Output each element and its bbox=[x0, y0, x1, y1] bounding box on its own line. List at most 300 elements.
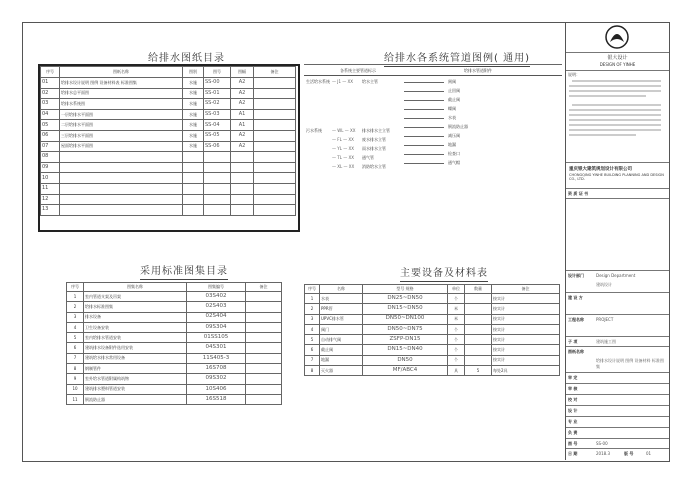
drawing-code bbox=[204, 173, 231, 184]
drawing-name: 三层给排水平面图 bbox=[60, 130, 183, 141]
standard-code: 02S404 bbox=[187, 312, 246, 322]
material-row bbox=[305, 345, 560, 355]
drawing-size bbox=[231, 194, 254, 205]
standard-note bbox=[246, 292, 282, 302]
legend-col1-header: 各系统主要管道标示 bbox=[340, 68, 376, 73]
drawing-no: 05 bbox=[41, 120, 60, 131]
standard-name: 给排水标准图集 bbox=[84, 302, 187, 312]
drawing-type: 水施 bbox=[183, 141, 204, 152]
legend-pipe-desc: 消防给水立管 bbox=[362, 164, 386, 169]
drawing-type bbox=[183, 205, 204, 216]
material-unit: 个 bbox=[448, 335, 465, 345]
material-no: 1 bbox=[305, 294, 320, 304]
legend-pipe-code: — TL — XX bbox=[332, 155, 354, 160]
material-name: 截止阀 bbox=[320, 345, 363, 355]
drawing-size: A2 bbox=[231, 99, 254, 110]
brand-cn: 银大设计 bbox=[607, 55, 628, 61]
drawing-no: 01 bbox=[41, 78, 60, 89]
role-label: 负 责 bbox=[568, 430, 578, 435]
mat-col-unit: 单位 bbox=[448, 285, 465, 294]
standard-no: 6 bbox=[67, 343, 84, 353]
drawing-no: 08 bbox=[41, 152, 60, 163]
legend-fitting-symbol bbox=[404, 154, 444, 155]
standards-header bbox=[67, 283, 282, 292]
drawing-code: SS-03 bbox=[204, 109, 231, 120]
legend-group-label: 污水系统 bbox=[306, 128, 322, 133]
standard-note bbox=[246, 333, 282, 343]
standard-name: 倒流防止器 bbox=[84, 394, 187, 404]
drawing-name: 一层给排水平面图 bbox=[60, 109, 183, 120]
standard-row bbox=[67, 364, 282, 374]
legend-fitting-symbol bbox=[404, 118, 444, 119]
drawing-size bbox=[231, 152, 254, 163]
col-note: 备注 bbox=[254, 67, 296, 78]
material-no: 5 bbox=[305, 335, 320, 345]
materials-header bbox=[305, 285, 560, 294]
legend-fitting-symbol bbox=[404, 145, 444, 146]
legend-title: 给排水各系统管道图例( 通用) bbox=[384, 49, 530, 64]
drawing-row bbox=[41, 194, 296, 205]
drawing-size: A1 bbox=[231, 120, 254, 131]
std-col-name: 图集名称 bbox=[84, 283, 187, 292]
drawing-note bbox=[254, 88, 296, 99]
standard-no: 4 bbox=[67, 322, 84, 332]
brand-cell bbox=[566, 52, 669, 71]
material-no: 6 bbox=[305, 345, 320, 355]
legend-fitting-label: 地漏 bbox=[448, 142, 456, 147]
material-spec: ZSFP-DN15 bbox=[363, 335, 448, 345]
drawing-name-cell: 图纸名称 给排水设计说明 图例 设备材料 标准图集 bbox=[566, 346, 669, 373]
role-label: 审 定 bbox=[568, 375, 578, 380]
standard-no: 9 bbox=[67, 374, 84, 384]
legend-pipe-code: — WL — XX bbox=[332, 128, 356, 133]
legend-pipe-desc: 雨水排水立管 bbox=[362, 146, 386, 151]
material-name: UPVC排水管 bbox=[320, 314, 363, 324]
legend-pipe-row bbox=[306, 79, 378, 85]
material-row bbox=[305, 314, 560, 324]
drawing-type: 水施 bbox=[183, 78, 204, 89]
logo-cell bbox=[566, 22, 669, 53]
drawing-size: A2 bbox=[231, 141, 254, 152]
drawing-list-header bbox=[41, 67, 296, 78]
legend-fitting-label: 通气帽 bbox=[448, 160, 460, 165]
materials-table bbox=[304, 284, 560, 376]
drawing-row bbox=[41, 130, 296, 141]
drawing-size: A2 bbox=[231, 130, 254, 141]
legend-table bbox=[304, 64, 562, 229]
standard-note bbox=[246, 353, 282, 363]
drawing-name bbox=[60, 194, 183, 205]
drawing-code bbox=[204, 162, 231, 173]
materials-title: 主要设备及材料表 bbox=[400, 264, 488, 279]
col-no: 序号 bbox=[41, 67, 60, 78]
standard-no: 10 bbox=[67, 384, 84, 394]
drawing-row bbox=[41, 162, 296, 173]
mat-col-no: 序号 bbox=[305, 285, 320, 294]
material-no: 7 bbox=[305, 355, 320, 365]
drawing-note bbox=[254, 78, 296, 89]
drawing-size: A2 bbox=[231, 78, 254, 89]
legend-fitting-row bbox=[404, 88, 460, 94]
standard-row bbox=[67, 343, 282, 353]
drawing-type bbox=[183, 162, 204, 173]
drawing-name bbox=[60, 173, 183, 184]
drawing-name bbox=[60, 205, 183, 216]
legend-pipe-row bbox=[306, 155, 374, 161]
company-logo-icon bbox=[566, 22, 669, 52]
drawing-code: SS-00 bbox=[204, 78, 231, 89]
legend-fitting-row bbox=[404, 115, 456, 121]
drawing-type bbox=[183, 183, 204, 194]
material-spec: DN15~DN40 bbox=[363, 345, 448, 355]
legend-fitting-label: 检查口 bbox=[448, 151, 460, 156]
drawing-list-title: 给排水图纸目录 bbox=[148, 49, 225, 64]
material-row bbox=[305, 294, 560, 304]
drawing-type: 水施 bbox=[183, 88, 204, 99]
standard-no: 3 bbox=[67, 312, 84, 322]
drawing-name bbox=[60, 152, 183, 163]
drawing-note bbox=[254, 194, 296, 205]
material-qty bbox=[465, 335, 492, 345]
legend-fitting-symbol bbox=[404, 109, 444, 110]
sub-cell: 子 项 建筑施工图 bbox=[566, 336, 669, 347]
col-code: 图号 bbox=[204, 67, 231, 78]
dept-cell: 设计部门 Design Department 建筑设计 bbox=[566, 270, 669, 293]
material-name: 地漏 bbox=[320, 355, 363, 365]
material-unit: 个 bbox=[448, 324, 465, 334]
drawing-code: SS-05 bbox=[204, 130, 231, 141]
drawing-code: SS-01 bbox=[204, 88, 231, 99]
brand-en: DESIGN OF YINHE bbox=[599, 62, 636, 67]
material-note: 按实计 bbox=[492, 294, 560, 304]
standard-name: 钢制管件 bbox=[84, 364, 187, 374]
standard-row bbox=[67, 374, 282, 384]
standard-row bbox=[67, 394, 282, 404]
drawing-list-table bbox=[40, 66, 296, 216]
client-cell: 建 设 方 bbox=[566, 292, 669, 315]
col-size: 图幅 bbox=[231, 67, 254, 78]
standard-note bbox=[246, 302, 282, 312]
legend-fitting-label: 倒流防止器 bbox=[448, 124, 468, 129]
legend-fitting-row bbox=[404, 151, 460, 157]
material-no: 4 bbox=[305, 324, 320, 334]
std-col-note: 备注 bbox=[246, 283, 282, 292]
legend-fitting-label: 蝶阀 bbox=[448, 106, 456, 111]
standard-name: 卫生设备安装 bbox=[84, 322, 187, 332]
material-row bbox=[305, 355, 560, 365]
drawing-note bbox=[254, 130, 296, 141]
drawing-name: 二层给排水平面图 bbox=[60, 120, 183, 131]
standard-note bbox=[246, 312, 282, 322]
drawing-note bbox=[254, 152, 296, 163]
drawing-size bbox=[231, 162, 254, 173]
drawing-size: A1 bbox=[231, 109, 254, 120]
drawing-note bbox=[254, 162, 296, 173]
legend-fitting-symbol bbox=[404, 91, 444, 92]
material-spec: DN50~DN75 bbox=[363, 324, 448, 334]
standard-no: 5 bbox=[67, 333, 84, 343]
drawing-note bbox=[254, 183, 296, 194]
drawing-row bbox=[41, 183, 296, 194]
drawing-no: 09 bbox=[41, 162, 60, 173]
drawing-code bbox=[204, 152, 231, 163]
legend-fitting-symbol bbox=[404, 100, 444, 101]
number-cell: 图 号 SS-00 bbox=[566, 438, 669, 449]
material-note: 按实计 bbox=[492, 345, 560, 355]
legend-fitting-label: 水表 bbox=[448, 115, 456, 120]
drawing-type: 水施 bbox=[183, 99, 204, 110]
legend-fitting-row bbox=[404, 160, 460, 166]
mat-col-spec: 型号 规格 bbox=[363, 285, 448, 294]
material-unit: 个 bbox=[448, 345, 465, 355]
material-qty bbox=[465, 345, 492, 355]
material-row bbox=[305, 366, 560, 376]
drawing-no: 02 bbox=[41, 88, 60, 99]
drawing-name: 给排水系统图 bbox=[60, 99, 183, 110]
standard-row bbox=[67, 292, 282, 302]
col-name: 图纸名称 bbox=[60, 67, 183, 78]
standard-no: 7 bbox=[67, 353, 84, 363]
legend-pipe-desc: 通气管 bbox=[362, 155, 374, 160]
company-en: CHONGQING YINHE BUILDING PLANNING AND DESIGN CO., LTD. bbox=[569, 173, 664, 181]
material-name: 水表 bbox=[320, 294, 363, 304]
material-unit: 米 bbox=[448, 304, 465, 314]
material-no: 3 bbox=[305, 314, 320, 324]
standard-no: 8 bbox=[67, 364, 84, 374]
role-label: 审 核 bbox=[568, 386, 578, 391]
standard-code: 02S403 bbox=[187, 302, 246, 312]
material-spec: MF/ABC4 bbox=[363, 366, 448, 376]
drawing-no: 12 bbox=[41, 194, 60, 205]
project-cell: 工程名称 PROJECT bbox=[566, 314, 669, 337]
material-name: PPR管 bbox=[320, 304, 363, 314]
standard-row bbox=[67, 353, 282, 363]
drawing-type bbox=[183, 152, 204, 163]
standard-code: 04S301 bbox=[187, 343, 246, 353]
license-cell: 资 质 证 书 bbox=[566, 188, 669, 199]
standard-code: 09S304 bbox=[187, 322, 246, 332]
material-name: 灭火器 bbox=[320, 366, 363, 376]
drawing-code bbox=[204, 183, 231, 194]
legend-fitting-symbol bbox=[404, 127, 444, 128]
legend-pipe-desc: 给水主管 bbox=[362, 79, 378, 84]
drawing-no: 03 bbox=[41, 99, 60, 110]
drawing-note bbox=[254, 173, 296, 184]
legend-group-label: 生活给水系统 bbox=[306, 79, 330, 84]
drawing-row bbox=[41, 173, 296, 184]
drawing-note bbox=[254, 109, 296, 120]
standard-note bbox=[246, 364, 282, 374]
material-qty bbox=[465, 314, 492, 324]
drawing-name: 给排水设计说明 图例 设备材料表 标准图集 bbox=[60, 78, 183, 89]
material-row bbox=[305, 335, 560, 345]
drawing-code: SS-06 bbox=[204, 141, 231, 152]
legend-pipe-desc: 排水排水主立管 bbox=[362, 128, 390, 133]
standard-code: 16S708 bbox=[187, 364, 246, 374]
legend-fitting-row bbox=[404, 97, 460, 103]
material-qty bbox=[465, 324, 492, 334]
drawing-type bbox=[183, 173, 204, 184]
drawing-row bbox=[41, 99, 296, 110]
standard-name: 建筑排水塑料管道安装 bbox=[84, 384, 187, 394]
material-qty bbox=[465, 294, 492, 304]
material-unit: 米 bbox=[448, 314, 465, 324]
drawing-name bbox=[60, 162, 183, 173]
drawing-note bbox=[254, 205, 296, 216]
standard-note bbox=[246, 394, 282, 404]
company-cn: 重庆银大建筑规划设计有限公司 bbox=[569, 167, 632, 172]
drawing-no: 04 bbox=[41, 109, 60, 120]
material-name: 自动排气阀 bbox=[320, 335, 363, 345]
legend-col2-header: 给排水管道附件 bbox=[464, 68, 492, 73]
blank-cell bbox=[566, 198, 669, 271]
mat-col-name: 名称 bbox=[320, 285, 363, 294]
material-row bbox=[305, 304, 560, 314]
standards-title: 采用标准图集目录 bbox=[140, 262, 228, 277]
mat-col-qty: 数量 bbox=[465, 285, 492, 294]
drawing-size bbox=[231, 173, 254, 184]
legend-pipe-code: — FL — XX bbox=[332, 137, 354, 142]
drawing-name bbox=[60, 183, 183, 194]
standard-row bbox=[67, 333, 282, 343]
material-spec: DN25~DN50 bbox=[363, 294, 448, 304]
drawing-size: A2 bbox=[231, 88, 254, 99]
legend-pipe-row bbox=[306, 137, 386, 143]
legend-fitting-row bbox=[404, 124, 468, 130]
legend-pipe-row bbox=[306, 164, 386, 170]
legend-pipe-code: — XL — XX bbox=[332, 164, 355, 169]
drawing-code: SS-02 bbox=[204, 99, 231, 110]
drawing-name: 屋面给排水平面图 bbox=[60, 141, 183, 152]
standard-code: 09S302 bbox=[187, 374, 246, 384]
standard-name: 排水设备 bbox=[84, 312, 187, 322]
drawing-type: 水施 bbox=[183, 109, 204, 120]
legend-pipe-code: — J1 — XX bbox=[332, 79, 354, 84]
standard-name: 室内管道支架及吊架 bbox=[84, 292, 187, 302]
standard-note bbox=[246, 343, 282, 353]
standard-no: 1 bbox=[67, 292, 84, 302]
standard-note bbox=[246, 374, 282, 384]
standard-name: 室内给排水管道安装 bbox=[84, 333, 187, 343]
drawing-code bbox=[204, 194, 231, 205]
standard-row bbox=[67, 384, 282, 394]
drawing-note bbox=[254, 120, 296, 131]
legend-fitting-label: 减压阀 bbox=[448, 133, 460, 138]
standard-code: 01SS105 bbox=[187, 333, 246, 343]
drawing-size bbox=[231, 205, 254, 216]
material-unit: 个 bbox=[448, 355, 465, 365]
legend-fitting-row bbox=[404, 133, 460, 139]
drawing-row bbox=[41, 78, 296, 89]
role-label: 设 计 bbox=[568, 408, 578, 413]
role-label: 专 业 bbox=[568, 419, 578, 424]
material-qty: 5 bbox=[465, 366, 492, 376]
drawing-name: 给排水总平面图 bbox=[60, 88, 183, 99]
legend-fitting-label: 闸阀 bbox=[448, 79, 456, 84]
drawing-type: 水施 bbox=[183, 130, 204, 141]
material-note: 按实计 bbox=[492, 355, 560, 365]
drawing-row bbox=[41, 120, 296, 131]
legend-pipe-desc: 废水排水立管 bbox=[362, 137, 386, 142]
material-spec: DN50 bbox=[363, 355, 448, 365]
standard-note bbox=[246, 384, 282, 394]
material-note: 按实计 bbox=[492, 324, 560, 334]
drawing-type bbox=[183, 194, 204, 205]
legend-fitting-row bbox=[404, 106, 456, 112]
material-note: 按实计 bbox=[492, 314, 560, 324]
material-qty bbox=[465, 355, 492, 365]
material-unit: 具 bbox=[448, 366, 465, 376]
standard-row bbox=[67, 312, 282, 322]
legend-pipe-row bbox=[306, 128, 390, 134]
company-cell bbox=[566, 162, 669, 189]
legend-pipe-row bbox=[306, 146, 386, 152]
standard-code: 10S406 bbox=[187, 384, 246, 394]
standards-table bbox=[66, 282, 282, 405]
drawing-no: 06 bbox=[41, 130, 60, 141]
standard-row bbox=[67, 302, 282, 312]
legend-pipe-code: — YL — XX bbox=[332, 146, 354, 151]
drawing-note bbox=[254, 99, 296, 110]
material-no: 8 bbox=[305, 366, 320, 376]
standard-no: 2 bbox=[67, 302, 84, 312]
col-type: 图别 bbox=[183, 67, 204, 78]
material-unit: 个 bbox=[448, 294, 465, 304]
std-col-no: 序号 bbox=[67, 283, 84, 292]
drawing-no: 13 bbox=[41, 205, 60, 216]
material-note: 按实计 bbox=[492, 304, 560, 314]
role-label: 校 对 bbox=[568, 397, 578, 402]
legend-fitting-label: 止回阀 bbox=[448, 88, 460, 93]
drawing-row bbox=[41, 205, 296, 216]
drawing-code bbox=[204, 205, 231, 216]
standard-no: 11 bbox=[67, 394, 84, 404]
notice-cell bbox=[566, 70, 669, 163]
material-name: 阀门 bbox=[320, 324, 363, 334]
drawing-row bbox=[41, 152, 296, 163]
standard-code: 11S405-3 bbox=[187, 353, 246, 363]
drawing-code: SS-04 bbox=[204, 120, 231, 131]
legend-fitting-label: 截止阀 bbox=[448, 97, 460, 102]
drawing-no: 11 bbox=[41, 183, 60, 194]
mat-col-note: 备注 bbox=[492, 285, 560, 294]
notice-title: 说明： bbox=[568, 72, 580, 77]
material-spec: DN15~DN50 bbox=[363, 304, 448, 314]
legend-fitting-row bbox=[404, 142, 456, 148]
material-note: 按实计 bbox=[492, 335, 560, 345]
title-block bbox=[565, 22, 669, 460]
drawing-row bbox=[41, 141, 296, 152]
notice-text-lines bbox=[566, 78, 669, 148]
standard-code: 16S518 bbox=[187, 394, 246, 404]
legend-fitting-symbol bbox=[404, 136, 444, 137]
drawing-no: 10 bbox=[41, 173, 60, 184]
standard-note bbox=[246, 322, 282, 332]
legend-fitting-symbol bbox=[404, 82, 444, 83]
standard-row bbox=[67, 322, 282, 332]
drawing-no: 07 bbox=[41, 141, 60, 152]
standard-name: 室外给水管道附属构筑物 bbox=[84, 374, 187, 384]
drawing-row bbox=[41, 109, 296, 120]
legend-fitting-row bbox=[404, 79, 456, 85]
standard-name: 建筑排水设备附件选用安装 bbox=[84, 343, 187, 353]
standard-code: 03S402 bbox=[187, 292, 246, 302]
drawing-row bbox=[41, 88, 296, 99]
legend-fitting-symbol bbox=[404, 163, 444, 164]
drawing-note bbox=[254, 141, 296, 152]
drawing-type: 水施 bbox=[183, 120, 204, 131]
drawing-size bbox=[231, 183, 254, 194]
